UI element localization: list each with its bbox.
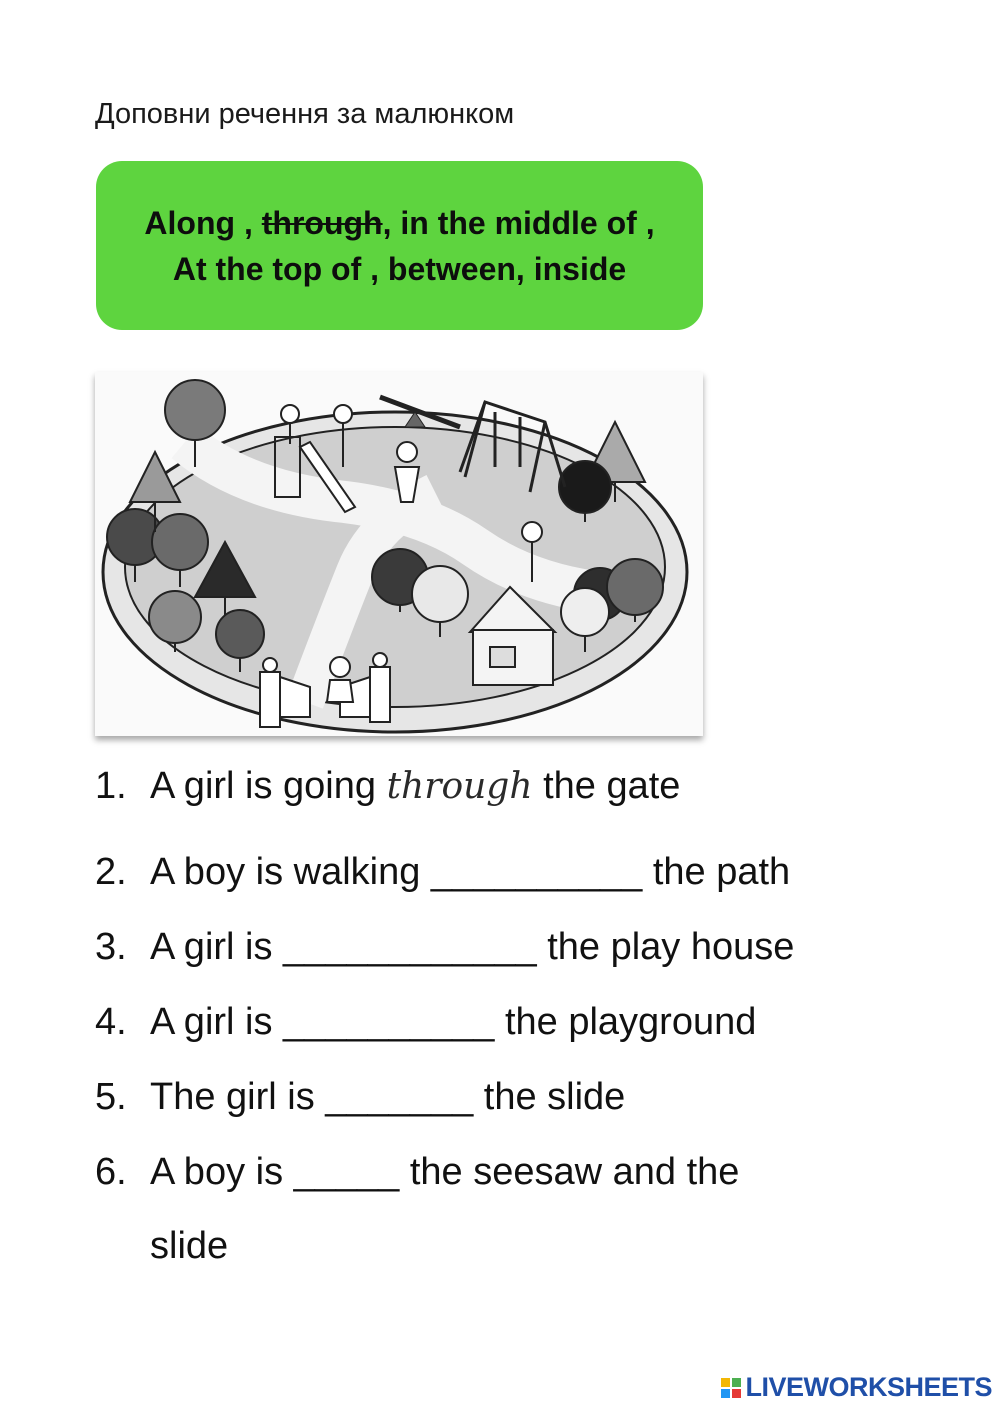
liveworksheets-icon xyxy=(720,1377,742,1399)
sentence-6-continued xyxy=(95,1225,228,1268)
word-bank xyxy=(96,161,703,330)
answer-blank[interactable]: _______ xyxy=(325,1076,474,1118)
sentence-2 xyxy=(95,851,790,894)
answer-filled[interactable]: through xyxy=(386,766,533,807)
word-bank-line-2: At the top of , between, inside xyxy=(172,250,627,287)
sentence-text-before: A girl is going xyxy=(150,765,387,807)
sentence-6 xyxy=(95,1151,739,1194)
answer-blank[interactable]: _____ xyxy=(293,1151,400,1193)
sentence-number: 3. xyxy=(95,926,127,968)
sentence-text-before: A girl is xyxy=(150,1001,284,1043)
sentence-4 xyxy=(95,1001,756,1044)
sentence-text-after: the seesaw and the xyxy=(399,1151,740,1193)
sentence-text-after: the gate xyxy=(532,765,681,807)
instruction-text: Доповни речення за малюнком xyxy=(95,98,515,130)
sentence-number: 6. xyxy=(95,1151,127,1193)
answer-blank[interactable]: __________ xyxy=(283,1001,495,1043)
sentence-text-after: the slide xyxy=(473,1076,626,1118)
word-middle: , in the middle of , xyxy=(382,204,655,241)
sentence-text-after: the path xyxy=(642,851,791,893)
sentence-1 xyxy=(95,765,680,808)
sentence-text-before: A boy is xyxy=(150,1151,294,1193)
sentence-text-after: the playground xyxy=(494,1001,757,1043)
liveworksheets-logo xyxy=(720,1372,992,1403)
sentence-number: 4. xyxy=(95,1001,127,1043)
sentence-text-before: The girl is xyxy=(150,1076,326,1118)
sentence-number: 5. xyxy=(95,1076,127,1118)
sentence-text-after: the play house xyxy=(536,926,795,968)
brand-name: LIVEWORKSHEETS xyxy=(745,1372,992,1402)
answer-blank[interactable]: __________ xyxy=(430,851,643,893)
sentence-text-before: A girl is xyxy=(150,926,284,968)
sentence-number: 1. xyxy=(95,765,127,807)
sentence-text-before: slide xyxy=(150,1225,229,1267)
sentence-text-before: A boy is walking xyxy=(150,851,431,893)
playground-illustration xyxy=(95,372,703,736)
word-along: Along , xyxy=(144,204,262,241)
word-through-struck: through xyxy=(261,204,383,241)
sentence-number: 2. xyxy=(95,851,127,893)
sentence-5 xyxy=(95,1076,625,1119)
sentence-3 xyxy=(95,926,794,969)
answer-blank[interactable]: ____________ xyxy=(283,926,537,968)
word-bank-line-1 xyxy=(144,200,654,246)
